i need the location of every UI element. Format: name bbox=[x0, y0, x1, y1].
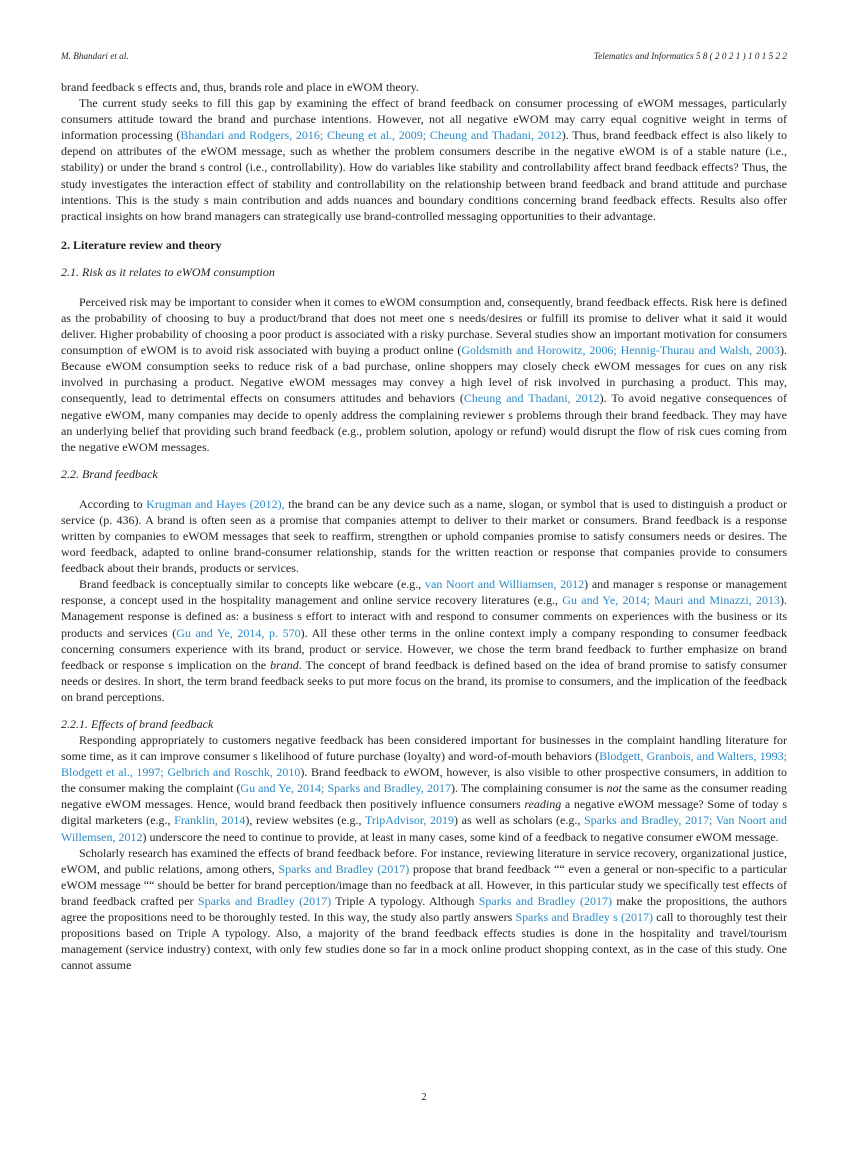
paragraph-text: the brand can be any device such as a name, slogan, or symbol that is used to distinguish a product or service (p. 436). A brand is often seen as a promise that companies attempt to deliver to their market or consumers. Brand feedback is a response written by companies to eWOM messages that seek to reaffirm, strengthen or uphold companies promise to satisfy consumers needs or desires. The word feedback, adapted to online brand-consumer relationship, stands for the written reaction or response that companies provide to consumers feedback about their brands, products or services. bbox=[61, 496, 787, 576]
brand-definition-paragraph bbox=[61, 496, 787, 576]
citation-link[interactable]: Gu and Ye, 2014; Mauri and Minazzi, 2013 bbox=[562, 593, 781, 608]
subsection-heading: 2.1. Risk as it relates to eWOM consumption bbox=[61, 264, 275, 279]
paragraph-text: brand feedback s effects and, thus, brands role and place in eWOM theory. bbox=[61, 80, 419, 94]
citation-link[interactable]: van Noort and Williamsen, 2012 bbox=[425, 577, 585, 592]
citation-link[interactable]: Gu and Ye, 2014, p. 570 bbox=[176, 625, 301, 640]
intro-gap-paragraph bbox=[61, 95, 787, 224]
citation-link[interactable]: Sparks and Bradley (2017) bbox=[197, 893, 332, 908]
citation-link[interactable]: Blodgett, Granbois, and Walters, 1993; Blodgett et al., 1997; Gelbrich and Roschk, 2010 bbox=[61, 749, 788, 780]
citation-link[interactable]: Sparks and Bradley s (2017) bbox=[515, 910, 653, 925]
paragraph-text: According to bbox=[79, 496, 147, 511]
paragraph-text: call to thoroughly test their propositions based on Triple A typology. Also, a majority of the brand feedback effects studies is done in the hospitality and travel/tourism management (service industry) context, with only few studies done so far in a mock online product shopping context, as in the case of this study. One cannot assume bbox=[61, 910, 788, 973]
emphasis-text: not bbox=[606, 781, 622, 796]
citation-link[interactable]: Franklin, 2014 bbox=[174, 813, 246, 828]
paragraph-text: . The concept of brand feedback is defined based on the idea of brand promise to satisfy consumer needs or desires. In short, the term brand feedback seeks to put more focus on the brand, its promise to consumers, and the implication of the feedback on brand perceptions. bbox=[61, 657, 787, 704]
paragraph-text: ). Thus, brand feedback effect is also likely to depend on attributes of the eWOM message, such as whether the problem consumers describe in the negative eWOM is of a stable nature (i.e., stability) or under the brand s control (i.e., controllability). How do variables like stability and controllability affect brand feedback effects? Thus, the study investigates the interaction effect of stability and controllability on the relationship between brand feedback and brand attitude and purchase intentions. This is the study s main contribution and adds nuances and boundary conditions concerning brand feedback effects. Results also offer practical insights on how brand managers can strategically use brand-controlled messaging opportunities to their advantage. bbox=[61, 128, 787, 223]
citation-link[interactable]: TripAdvisor, 2019 bbox=[364, 813, 455, 828]
paragraph-text: ) as well as scholars (e.g., bbox=[454, 813, 584, 828]
subsubsection-heading: 2.2.1. Effects of brand feedback bbox=[61, 717, 214, 731]
citation-link[interactable]: Sparks and Bradley (2017) bbox=[478, 893, 612, 908]
running-header bbox=[61, 51, 787, 65]
paragraph-text: ) and manager s response or management response, a concept used in the hospitality management and online service recovery literatures (e.g., bbox=[61, 577, 787, 608]
section-heading: 2. Literature review and theory bbox=[61, 237, 222, 252]
emphasis-text: reading bbox=[524, 797, 562, 812]
paragraph-text: ). To avoid negative consequences of negative eWOM, many companies may decide to openly address the complaining reviewer s problems through their brand feedback. They may have an underlying belief that providing such brand feedback (e.g., problem solution, apology or refund) would disrupt the flow of risk cues coming from the negative eWOM messages. bbox=[61, 391, 787, 454]
citation-link[interactable]: Cheung and Thadani, 2012 bbox=[463, 391, 600, 406]
effects-paragraph-1 bbox=[61, 732, 787, 845]
page-number: 2 bbox=[421, 1092, 427, 1103]
article-body bbox=[61, 79, 787, 973]
paragraph-text: ) underscore the need to continue to provide, at least in many cases, some kind of a feedback to negative consumer eWOM message. bbox=[142, 829, 779, 844]
paragraph-text: ), review websites (e.g., bbox=[245, 813, 365, 828]
paragraph-text: Perceived risk may be important to consider when it comes to eWOM consumption and, consequently, brand feedback effects. Risk here is defined as the probability of choosing to buy a product/brand that does not meet one s needs/desires or fulfill its promise to deliver what it said it would deliver. Higher probability of choosing a poor product is associated with a risky purchase. Several studies show an important motivation for consumers consumption of eWOM is to avoid risk associated with buying a product online ( bbox=[61, 294, 787, 358]
brand-feedback-concept-paragraph bbox=[61, 576, 787, 705]
emphasis-text: brand bbox=[270, 657, 299, 672]
header-authors: M. Bhandari et al. bbox=[61, 51, 129, 61]
paragraph-text: ). All these other terms in the online context imply a company responding to consumer feedback concerning consumers experience with its brand, product or service. However, we chose the term brand feedback to further emphasize on brand feedback or response s implication on the bbox=[61, 625, 787, 672]
paragraph-text: ). Brand feedback to bbox=[300, 765, 404, 780]
paragraph-text: The current study seeks to fill this gap by examining the effect of brand feedback on consumer processing of eWOM messages, particularly consumers attitude toward the brand and purchase intentions. However, not all negative eWOM may carry equal cognitive weight in terms of information processing ( bbox=[61, 96, 787, 143]
paragraph-text: the same as the consumer reading negative eWOM messages. Hence, would brand feedback then positively influence consumers bbox=[61, 781, 788, 812]
paragraph-text: WOM, however, is also visible to other prospective consumers, in addition to the consumer making the complaint ( bbox=[61, 765, 787, 796]
intro-continuation-paragraph bbox=[61, 79, 787, 95]
paragraph-text: Responding appropriately to customers negative feedback has been considered important for businesses in the complaint handling literature for some time, as it can improve consumer s likelihood of future purchase (loyalty) and word-of-mouth behaviors ( bbox=[61, 733, 787, 764]
paragraph-text: Triple A typology. Although bbox=[331, 893, 479, 908]
risk-paragraph bbox=[61, 294, 787, 455]
citation-link[interactable]: Gu and Ye, 2014; Sparks and Bradley, 2017 bbox=[240, 781, 451, 796]
header-journal: Telematics and Informatics 5 8 ( 2 0 2 1 ) 1 0 1 5 2 2 bbox=[593, 51, 787, 61]
paragraph-text: propose that brand feedback ““ even a general or non-specific to a particular eWOM message ““ should be better for brand perception/image than no feedback at all. However, in this particular study we specifically test effects of brand feedback crafted per bbox=[61, 861, 787, 908]
paragraph-text: Brand feedback is conceptually similar to concepts like webcare (e.g., bbox=[79, 577, 425, 592]
paragraph-text: Scholarly research has examined the effects of brand feedback before. For instance, reviewing literature in service recovery, organizational justice, eWOM, and public relations, among others, bbox=[61, 845, 787, 876]
paragraph-text: ). Because eWOM consumption seeks to reduce risk of a bad purchase, online shoppers may closely check eWOM messages for cues on any risk involved in purchasing a product. Negative eWOM messages may convey a high level of risk involved in purchasing a product. This may, consequently, lead to detrimental effects on consumers attitudes and behaviors ( bbox=[61, 343, 787, 406]
paragraph-text: make the propositions, the authors agree the propositions need to be thoroughly tested. In this way, the study also partly answers bbox=[61, 893, 787, 925]
citation-link[interactable]: Sparks and Bradley, 2017; Van Noort and Willemsen, 2012 bbox=[61, 813, 787, 844]
emphasis-text: e bbox=[403, 765, 410, 780]
paragraph-text: ). The complaining consumer is bbox=[450, 781, 607, 796]
citation-link[interactable]: Sparks and Bradley (2017) bbox=[278, 861, 410, 876]
citation-link[interactable]: Bhandari and Rodgers, 2016; Cheung et al., 2009; Cheung and Thadani, 2012 bbox=[180, 128, 562, 143]
citation-link[interactable]: Krugman and Hayes (2012), bbox=[146, 496, 285, 511]
effects-paragraph-2 bbox=[61, 845, 787, 974]
citation-link[interactable]: Goldsmith and Horowitz, 2006; Hennig-Thurau and Walsh, 2003 bbox=[461, 343, 780, 358]
paragraph-text: a negative eWOM message? Some of today s digital marketers (e.g., bbox=[61, 797, 787, 828]
subsection-heading: 2.2. Brand feedback bbox=[61, 466, 158, 481]
paragraph-text: ). Management response is defined as: a business s effort to interact with and respond to consumer comments on experiences with the business or its products and services ( bbox=[61, 593, 788, 640]
